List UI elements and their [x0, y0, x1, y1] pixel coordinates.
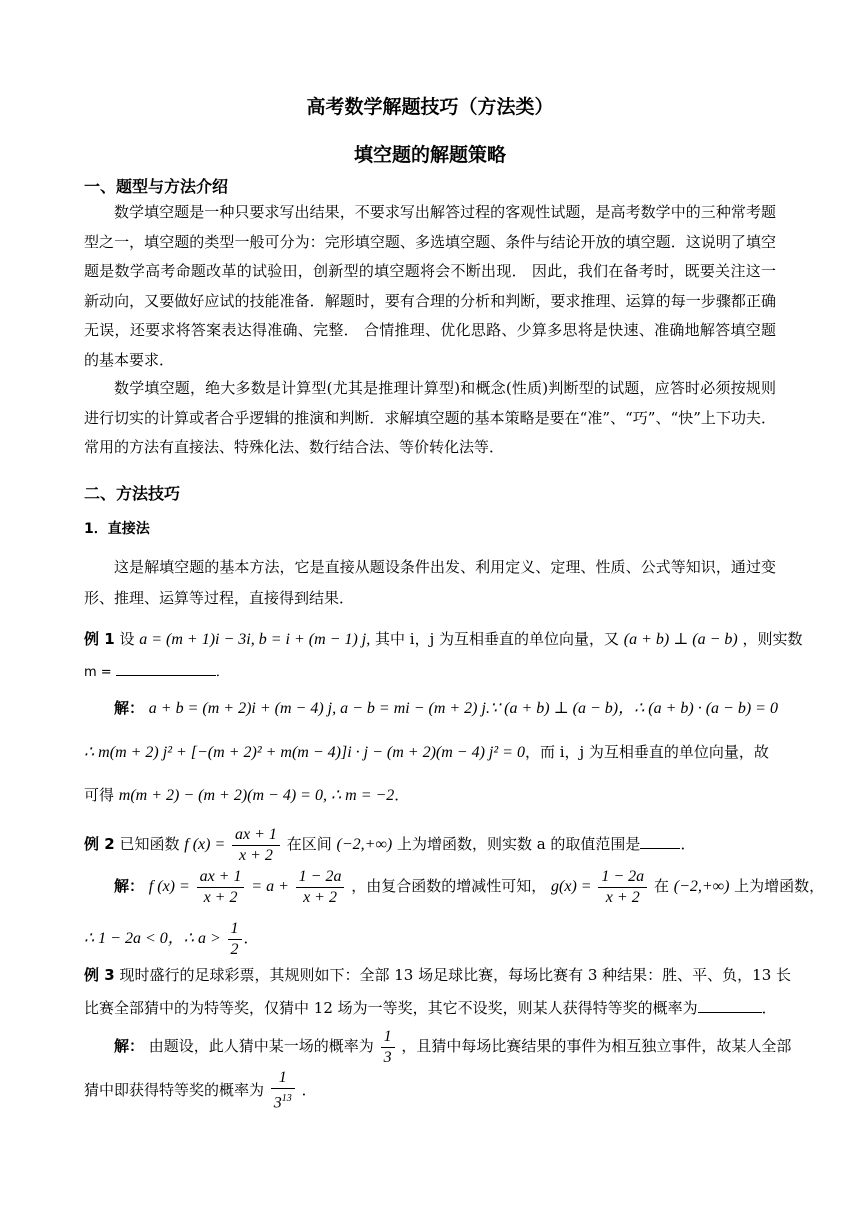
- solution-formula: f (x) =: [148, 878, 190, 895]
- solution-formula: ，∴ (a + b) · (a − b) = 0: [618, 700, 778, 717]
- fraction-numerator: ax + 1: [197, 867, 245, 888]
- example1-formula: (a + b) ⊥ (a − b): [623, 631, 738, 648]
- solution-formula: (−2,+∞): [673, 878, 730, 895]
- example3-text: ．: [761, 999, 777, 1017]
- example1-text: 设: [119, 630, 135, 648]
- solution-label: 解：: [114, 877, 145, 895]
- example1-answer-line: m = ．: [84, 661, 784, 685]
- example2-formula: (−2,+∞): [336, 836, 393, 853]
- solution-text: 由题设，此人猜中某一场的概率为: [148, 1037, 374, 1055]
- fraction: [296, 867, 345, 908]
- example3-solution-line1: [84, 1024, 814, 1068]
- example1-solution-line1: [84, 696, 814, 721]
- fraction-numerator: ax + 1: [232, 825, 280, 846]
- example2-label: 例 2: [84, 835, 115, 853]
- example3-question-line2: [84, 996, 784, 1020]
- document-subtitle: 填空题的解题策略: [353, 144, 506, 166]
- example2-text: ．: [680, 835, 696, 853]
- solution-label: 解：: [114, 699, 145, 717]
- example3-question-line1: [84, 963, 792, 987]
- example2-question: [84, 822, 784, 867]
- example3-text: 比赛全部猜中的为特等奖，仅猜中 12 场为一等奖，其它不设奖，则某人获得特等奖的概率为: [84, 999, 698, 1017]
- section1-heading: 一、题型与方法介绍: [84, 177, 229, 196]
- document-title: 高考数学解题技巧（方法类）: [306, 96, 554, 118]
- fraction: [271, 1068, 295, 1113]
- fraction-numerator: 1 − 2a: [598, 867, 647, 888]
- example1-text: 其中 i，j 为互相垂直的单位向量，又: [375, 630, 620, 648]
- solution-text: ．: [301, 1081, 317, 1099]
- fraction-denominator: x + 2: [239, 846, 273, 864]
- fraction-denominator: x + 2: [203, 888, 238, 906]
- fraction-numerator: 1: [381, 1027, 395, 1048]
- fraction-denominator: x + 2: [605, 888, 640, 906]
- fraction-numerator: 1: [271, 1068, 295, 1089]
- fraction: [228, 919, 242, 960]
- example3-solution-line2: [84, 1068, 784, 1114]
- fraction-denominator: [271, 1089, 295, 1113]
- answer-blank: [698, 998, 762, 1013]
- example1-solution-line3: [84, 783, 784, 808]
- fraction-denominator: x + 2: [303, 888, 337, 906]
- fraction: [381, 1027, 395, 1068]
- example3-text: 现时盛行的足球彩票，其规则如下：全部 13 场足球比赛，每场比赛有 3 种结果：胜、平、负，13 长: [119, 966, 792, 984]
- fraction: [232, 825, 280, 866]
- answer-blank: [116, 661, 216, 676]
- example1-question: [84, 627, 803, 652]
- solution-text: ．: [394, 786, 410, 804]
- fraction-denominator: 3: [383, 1048, 392, 1066]
- solution-text: ，由复合函数的增减性可知，: [351, 877, 547, 895]
- method1-heading: 1．直接法: [84, 521, 150, 537]
- denominator-exponent: 13: [281, 1093, 292, 1105]
- fraction-numerator: 1: [228, 919, 242, 940]
- example1-solution-line2: [84, 740, 784, 765]
- solution-text: ．: [243, 929, 259, 947]
- section1-paragraph2: 数学填空题，绝大多数是计算型(尤其是推理计算型)和概念(性质)判断型的试题，应答时必须按规则进行切实的计算或者合乎逻辑的推演和判断．求解填空题的基本策略是要在“准”、“巧”、“快”上下功夫．常用的方法有直接法、特殊化法、数行结合法、等价转化法等．: [84, 379, 776, 456]
- example3-label: 例 3: [84, 966, 115, 984]
- example2-solution-line2: [84, 918, 784, 960]
- solution-formula: ∴ 1 − 2a < 0: [84, 930, 168, 947]
- example2-formula: f (x) =: [184, 836, 226, 853]
- fraction-numerator: 1 − 2a: [296, 867, 345, 888]
- solution-text: 猜中即获得特等奖的概率为: [84, 1081, 265, 1099]
- example2-text: 在区间: [286, 835, 332, 853]
- solution-text: 上为增函数，: [734, 877, 825, 895]
- solution-formula: ，∴ a >: [167, 930, 221, 947]
- fraction: [598, 867, 647, 908]
- fraction-denominator: 2: [230, 940, 239, 958]
- example1-text: ，则实数: [742, 630, 803, 648]
- solution-text: ，而 i，j 为互相垂直的单位向量，故: [524, 743, 769, 761]
- solution-formula: a + b = (m + 2)i + (m − 4) j, a − b = mi − (m + 2) j.∵ (a + b) ⊥ (a − b): [148, 700, 619, 717]
- denominator-base: 3: [273, 1094, 282, 1112]
- solution-formula: g(x) =: [551, 878, 592, 895]
- method1-intro: 这是解填空题的基本方法，它是直接从题设条件出发、利用定义、定理、性质、公式等知识，通过变形、推理、运算等过程，直接得到结果．: [84, 558, 776, 607]
- example2-text: 已知函数: [119, 835, 180, 853]
- section2-heading: 二、方法技巧: [84, 484, 181, 503]
- solution-formula: = a +: [251, 878, 289, 895]
- example2-text: 上为增函数，则实数 a 的取值范围是: [396, 835, 641, 853]
- section1-paragraph1: 数学填空题是一种只要求写出结果，不要求写出解答过程的客观性试题，是高考数学中的三种常考题型之一，填空题的类型一般可分为：完形填空题、多选填空题、条件与结论开放的填空题．这说明了填空题是数学高考命题改革的试验田，创新型的填空题将会不断出现． 因此，我们在备考时，既要关注这一新动向，又要做好应试的技能准备．解题时，要有合理的分析和判断，要求推理、运算的每一步骤都正确无误，还要求将答案表达得准确、完整． 合情推理、优化思路、少算多思将是快速、准确地解答填空题的基本要求．: [84, 203, 776, 369]
- example1-label: 例 1: [84, 630, 115, 648]
- example2-solution-line1: [84, 864, 825, 909]
- fraction: [197, 867, 245, 908]
- solution-text: 可得: [84, 786, 115, 804]
- solution-text: ，且猜中每场比赛结果的事件为相互独立事件，故某人全部: [401, 1037, 792, 1055]
- example1-formula: a = (m + 1)i − 3i, b = i + (m − 1) j,: [139, 631, 371, 648]
- solution-formula: ∴ m(m + 2) j² + [−(m + 2)² + m(m − 4)]i · j − (m + 2)(m − 4) j² = 0: [84, 744, 525, 761]
- example1-text: m =: [84, 665, 112, 680]
- solution-text: 在: [653, 877, 669, 895]
- answer-blank: [640, 834, 680, 849]
- solution-label: 解：: [114, 1037, 145, 1055]
- solution-formula: m(m + 2) − (m + 2)(m − 4) = 0, ∴ m = −2: [118, 787, 395, 804]
